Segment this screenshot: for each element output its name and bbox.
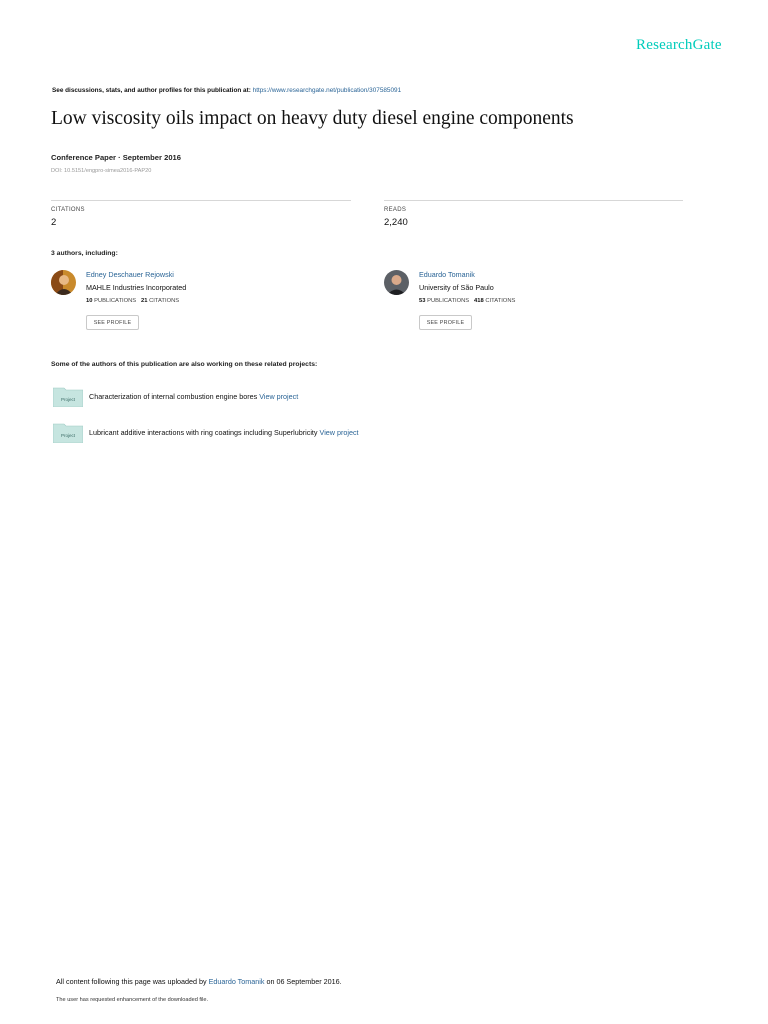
publications-label: PUBLICATIONS: [94, 298, 137, 304]
project-folder-icon[interactable]: [53, 422, 83, 443]
citations-label: CITATIONS: [149, 298, 180, 304]
paper-title: Low viscosity oils impact on heavy duty diesel engine components: [51, 108, 574, 129]
author-avatar[interactable]: [51, 270, 76, 295]
project-icon-label: Project: [60, 433, 76, 438]
project-item: [89, 428, 359, 437]
publications-count: 10: [86, 298, 93, 304]
divider: [384, 200, 683, 201]
author-stats: [419, 298, 515, 304]
reads-value: 2,240: [384, 217, 408, 228]
upload-suffix: on 06 September 2016.: [266, 977, 342, 986]
project-title: Characterization of internal combustion engine bores: [89, 392, 258, 401]
publications-count: 53: [419, 298, 426, 304]
view-project-link[interactable]: View project: [259, 392, 299, 401]
upload-prefix: All content following this page was uploaded by: [56, 977, 207, 986]
paper-doi: DOI: 10.5151/engpro-simea2016-PAP20: [51, 168, 152, 174]
view-project-link[interactable]: View project: [319, 428, 359, 437]
author-stats: [86, 298, 179, 304]
upload-line: [56, 977, 342, 986]
reads-label: READS: [384, 207, 407, 213]
citations-label: CITATIONS: [485, 298, 516, 304]
authors-heading: 3 authors, including:: [51, 250, 118, 257]
project-title: Lubricant additive interactions with ring coatings including Superlubricity: [89, 428, 318, 437]
researchgate-logo[interactable]: ResearchGate: [636, 37, 722, 53]
author-institution: University of São Paulo: [419, 283, 494, 292]
paper-type-date: Conference Paper · September 2016: [51, 153, 181, 162]
citations-value: 2: [51, 217, 57, 228]
see-discussions-line: [52, 87, 401, 94]
author-institution: MAHLE Industries Incorporated: [86, 283, 187, 292]
author-name-link[interactable]: Edney Deschauer Rejowski: [86, 270, 174, 279]
see-discussions-label: See discussions, stats, and author profiles for this publication at:: [52, 87, 251, 94]
see-profile-button[interactable]: SEE PROFILE: [419, 315, 472, 330]
divider: [51, 200, 351, 201]
project-item: [89, 392, 298, 401]
related-projects-heading: Some of the authors of this publication are also working on these related projects:: [51, 361, 318, 368]
citations-count: 418: [474, 298, 484, 304]
publication-url-link[interactable]: https://www.researchgate.net/publication/307585091: [252, 87, 402, 94]
see-profile-button[interactable]: SEE PROFILE: [86, 315, 139, 330]
citations-label: CITATIONS: [51, 207, 85, 213]
publications-label: PUBLICATIONS: [427, 298, 470, 304]
author-name-link[interactable]: Eduardo Tomanik: [419, 270, 475, 279]
project-folder-icon[interactable]: [53, 386, 83, 407]
uploader-link[interactable]: Eduardo Tomanik: [208, 977, 265, 986]
citations-count: 21: [141, 298, 148, 304]
author-avatar[interactable]: [384, 270, 409, 295]
enhancement-note: The user has requested enhancement of the downloaded file.: [56, 997, 209, 1003]
project-icon-label: Project: [60, 397, 76, 402]
